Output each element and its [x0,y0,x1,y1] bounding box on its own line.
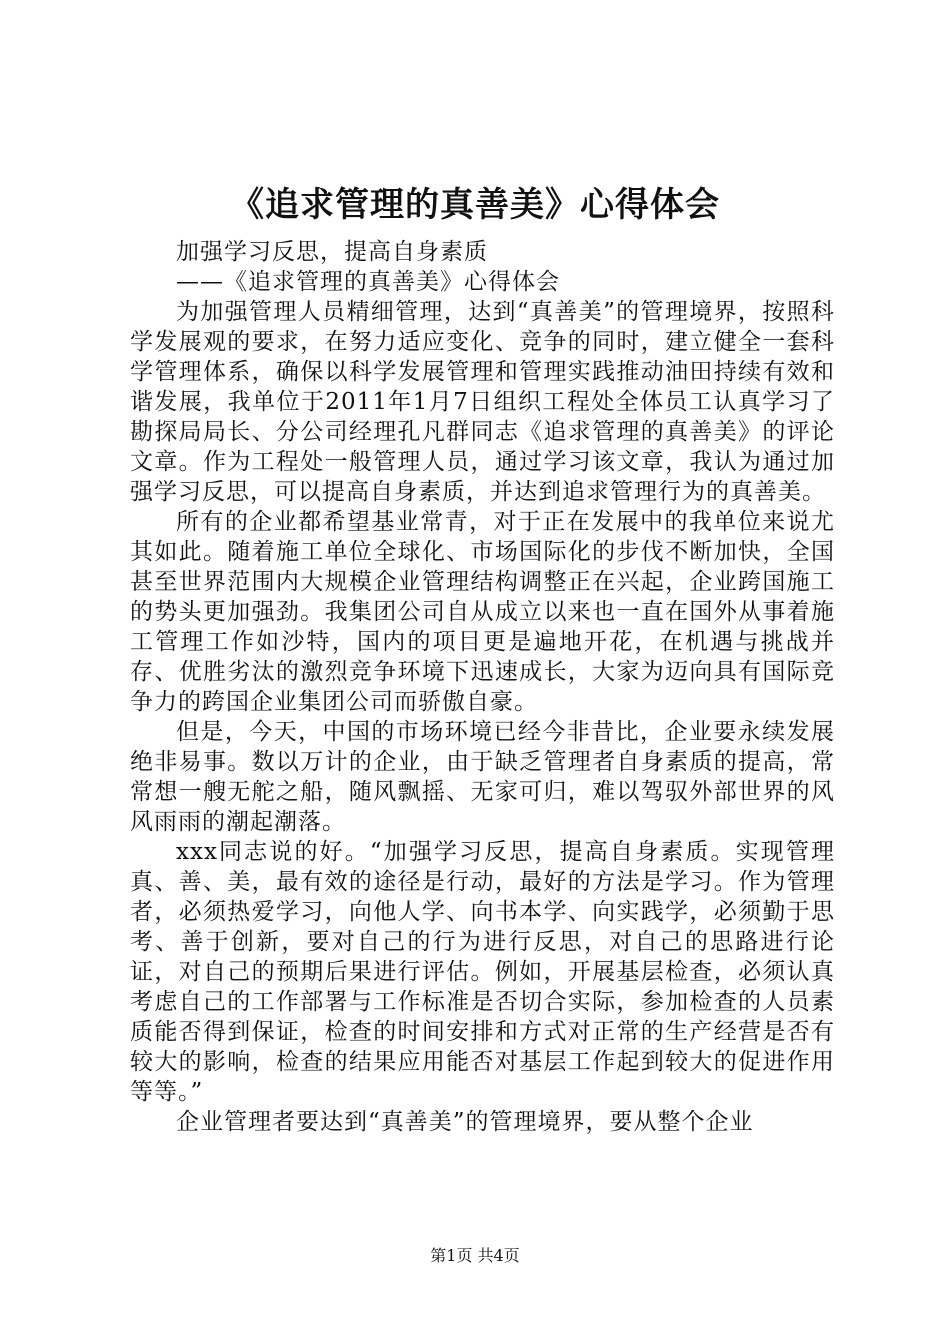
subtitle-line: 加强学习反思，提高自身素质 [176,239,488,265]
body-paragraph: 但是，今天，中国的市场环境已经今非昔比，企业要永续发展绝非易事。数以万计的企业，由于缺乏管理者自身素质的提高，常常想一艘无舵之船，随风飘摇、无家可归，难以驾驭外部世界的风风雨雨的潮起潮落。 [130,719,835,835]
subtitle-source-line: ——《追求管理的真善美》心得体会 [176,269,560,295]
document-title: 《追求管理的真善美》心得体会 [230,185,720,225]
body-paragraph: 为加强管理人员精细管理，达到“真善美”的管理境界，按照科学发展观的要求，在努力适应变化、竞争的同时，建立健全一套科学管理体系，确保以科学发展管理和管理实践推动油田持续有效和谐发展，我单位于2011年1月7日组织工程处全体员工认真学习了勘探局局长、分公司经理孔凡群同志《追求管理的真善美》的评论文章。作为工程处一般管理人员，通过学习该文章，我认为通过加强学习反思，可以提高自身素质，并达到追求管理行为的真善美。 [130,299,835,505]
page-number-footer: 第1页 共4页 [430,1246,520,1265]
body-paragraph: 企业管理者要达到“真善美”的管理境界，要从整个企业 [176,1109,754,1135]
body-paragraph: 所有的企业都希望基业常青，对于正在发展中的我单位来说尤其如此。随着施工单位全球化、市场国际化的步伐不断加快，全国甚至世界范围内大规模企业管理结构调整正在兴起，企业跨国施工的势头更加强劲。我集团公司自从成立以来也一直在国外从事着施工管理工作如沙特，国内的项目更是遍地开花，在机遇与挑战并存、优胜劣汰的激烈竞争环境下迅速成长，大家为迈向具有国际竞争力的跨国企业集团公司而骄傲自豪。 [130,509,835,715]
body-paragraph: xxx同志说的好。“加强学习反思，提高自身素质。实现管理真、善、美，最有效的途径是行动，最好的方法是学习。作为管理者，必须热爱学习，向他人学、向书本学、向实践学，必须勤于思考、善于创新，要对自己的行为进行反思，对自己的思路进行论证，对自己的预期后果进行评估。例如，开展基层检查，必须认真考虑自己的工作部署与工作标准是否切合实际，参加检查的人员素质能否得到保证，检查的时间安排和方式对正常的生产经营是否有较大的影响，检查的结果应用能否对基层工作起到较大的促进作用等等。” [130,839,835,1105]
document-body [130,237,835,1137]
